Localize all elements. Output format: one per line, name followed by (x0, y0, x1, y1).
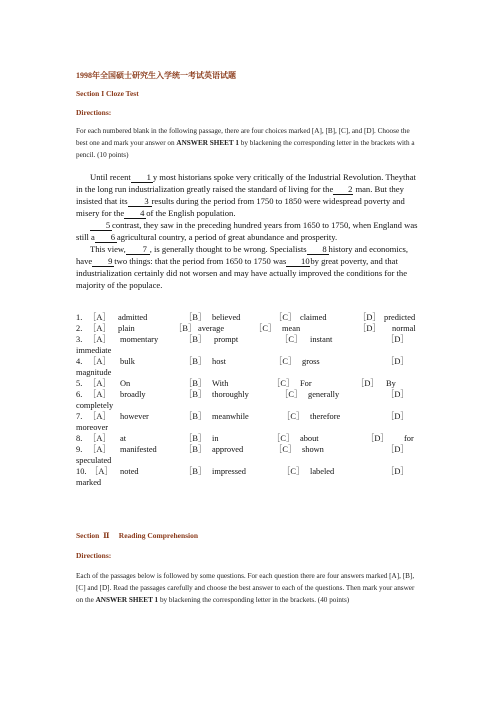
answer-sheet-label: ANSWER SHEET 1 (176, 139, 239, 147)
option-row-10: 10. ［A］ noted ［B］ impressed ［C］ labeled ［D］ (76, 467, 409, 476)
blank-4[interactable]: 4 (124, 208, 146, 219)
document-title: 1998年全国硕士研究生入学统一考试英语试题 (76, 71, 236, 80)
option-row-5: 5. ［A］ On ［B］ With ［C］ For ［D］ By (76, 379, 396, 388)
option-row-4: 4. ［A］ bulk ［B］ host ［C］ gross ［D］ (76, 357, 409, 366)
blank-1[interactable]: 1 (131, 172, 153, 183)
section-1-directions-label: Directions: (76, 108, 112, 117)
blank-8[interactable]: 8 (307, 244, 329, 255)
blank-9[interactable]: 9 (92, 256, 114, 267)
option-row-1: 1. ［A］ admitted ［B］ believed ［C］ claimed ［D］ predicted (76, 313, 416, 322)
blank-6[interactable]: 6 (95, 232, 117, 243)
option-row-3: 3. ［A］ momentary ［B］ prompt ［C］ instant ［D］ (76, 335, 409, 344)
blank-10[interactable]: 10 (286, 256, 310, 267)
option-row-9: 9. ［A］ manifested ［B］ approved ［C］ shown ［D］ (76, 445, 409, 454)
answer-sheet-label: ANSWER SHEET 1 (95, 596, 159, 604)
section-1-heading: Section I Cloze Test (76, 89, 139, 98)
blank-5[interactable]: 5 (90, 220, 112, 231)
option-row-7: 7. ［A］ however ［B］ meanwhile ［C］ therefore ［D］ (76, 412, 409, 421)
options-list: 1. ［A］ admitted ［B］ believed ［C］ claimed ［D］ predicted 2. ［A］ plain ［B］ average ［C］ mean ［D］ normal 3. ［A］ momentary ［B］ prompt ［C］ instant ［D］ immediate 4. ［A］ bulk ［B］ host ［C］ gross ［D］ magnitude 5. ［A］ On ［B］ With ［C］ For ［D］ By 6. ［A］ broadly ［B］ thoroughly ［C］ generally ［D］ completely 7. ［A］ however ［B］ meanwhile ［C］ therefore ［D］ moreover 8. ［A］ at ［B］ in ［C］ about ［D］ for 9. ［A］ manifested ［B］ approved ［C］ shown ［D］ speculated 10. ［A］ noted ［B］ impressed ［C］ labeled ［D］ marked (76, 312, 422, 488)
blank-3[interactable]: 3 (128, 196, 152, 207)
cloze-paragraph-2: This view, 7 , is generally thought to be wrong. Specialists 8 history and economics, have 9 two things: that the period from 1650 to 1750 was 10by great poverty, and that industrialization certainly did not worsen and may have actually improved the conditions for the majority of the populace. (76, 244, 409, 290)
cloze-passage (76, 171, 422, 291)
option-row-2: 2. ［A］ plain ［B］ average ［C］ mean ［D］ normal (76, 324, 416, 333)
option-row-8: 8. ［A］ at ［B］ in ［C］ about ［D］ for (76, 434, 414, 443)
option-row-6: 6. ［A］ broadly ［B］ thoroughly ［C］ generally ［D］ (76, 390, 409, 399)
section-2-directions-label: Directions: (76, 551, 112, 560)
section-1-directions: For each numbered blank in the following passage, there are four choices marked [A], [B], [C], and [D]. Choose the best one and mark your answer on ANSWER SHEET 1 by blackening the corresponding letter in the brackets with a pencil. (10 points) (76, 127, 415, 159)
section-2-heading: Section Ⅱ Reading Comprehension (76, 531, 199, 540)
cloze-paragraph-1: Until recent 1 y most historians spoke very critically of the Industrial Revolution. Theythat in the long run industrialization greatly raised the standard of living for the 2 man. But they insisted that its 3 results during the period from 1750 to 1850 were widespread poverty and misery for the 4 of the English population. 5 contrast, they saw in the preceding hundred years from 1650 to 1750, when England was still a 6 agricultural country, a period of great abundance and prosperity. (76, 172, 418, 242)
blank-2[interactable]: 2 (333, 184, 353, 195)
section-2-directions: Each of the passages below is followed by some questions. For each question there are four answers marked [A], [B], [C] and [D]. Read the passages carefully and choose the best answer to each of the questions. Then mark your answer on the ANSWER SHEET 1 by blackening the corresponding letter in the brackets. (40 points) (76, 572, 415, 604)
blank-7[interactable]: 7 (126, 244, 150, 255)
